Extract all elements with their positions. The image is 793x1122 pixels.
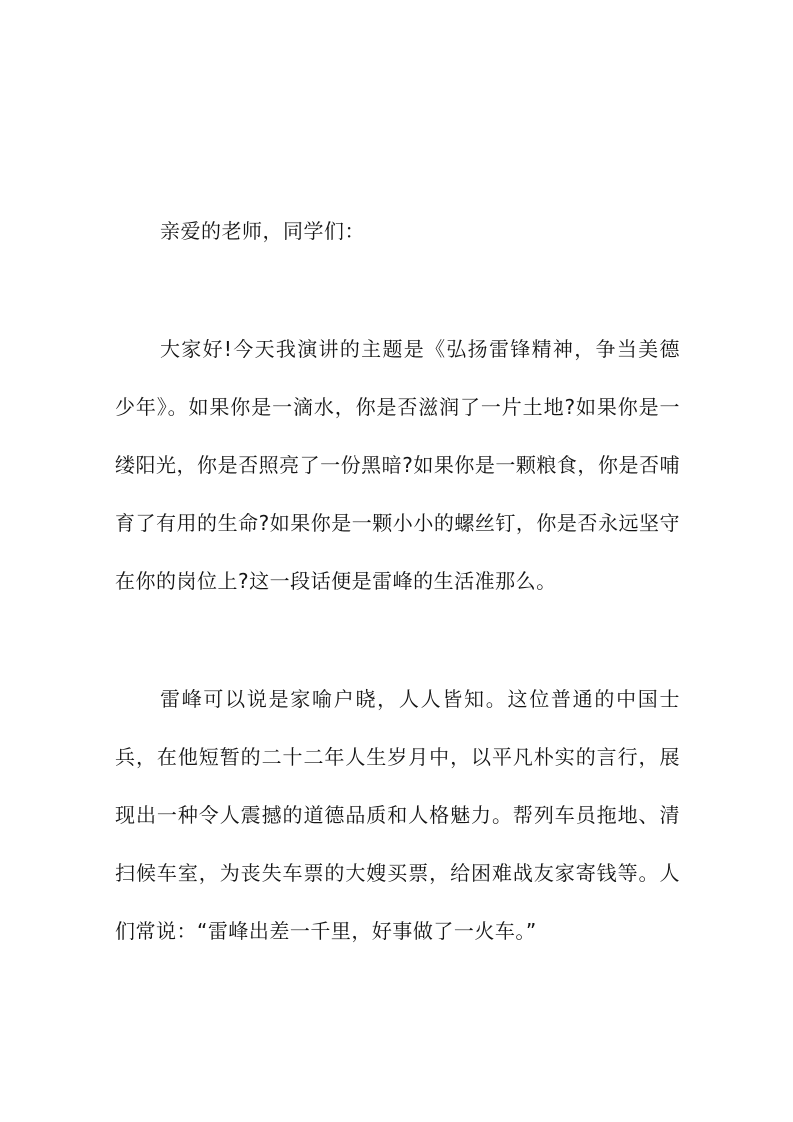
paragraph-opening: 大家好!今天我演讲的主题是《弘扬雷锋精神，争当美德少年》。如果你是一滴水，你是否滋润了一片土地?如果你是一缕阳光，你是否照亮了一份黑暗?如果你是一颗粮食，你是否哺育了有用的生命?如果你是一颗小小的螺丝钉，你是否永远坚守在你的岗位上?这一段话便是雷峰的生活准那么。 (115, 337, 680, 593)
paragraph-salutation: 亲爱的老师，同学们： (160, 219, 365, 243)
paragraph-leifeng-deeds: 雷峰可以说是家喻户晓，人人皆知。这位普通的中国士兵，在他短暂的二十二年人生岁月中，以平凡朴实的言行，展现出一种令人震撼的道德品质和人格魅力。帮列车员拖地、清扫候车室，为丧失车票的大嫂买票，给困难战友家寄钱等。人们常说：“雷峰出差一千里，好事做了一火车。” (115, 687, 680, 943)
